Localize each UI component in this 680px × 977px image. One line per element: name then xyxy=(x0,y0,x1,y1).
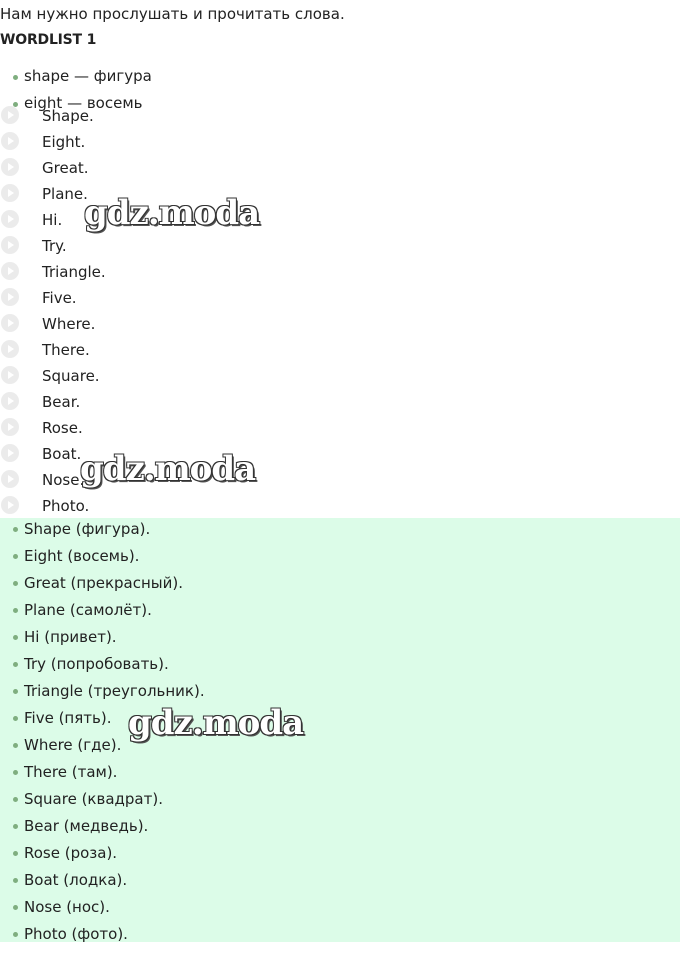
audio-word: Plane. xyxy=(42,185,88,203)
audio-item xyxy=(0,389,680,415)
play-icon[interactable] xyxy=(1,418,19,436)
bullet-icon xyxy=(13,905,18,910)
audio-word: Square. xyxy=(42,367,100,385)
audio-word: Great. xyxy=(42,159,89,177)
translation-text: Eight (восемь). xyxy=(24,547,140,565)
translation-text: Nose (нос). xyxy=(24,898,110,916)
list-item xyxy=(0,734,680,761)
translation-text: Plane (самолёт). xyxy=(24,601,152,619)
audio-item xyxy=(0,129,680,155)
list-item xyxy=(0,572,680,599)
play-icon[interactable] xyxy=(1,470,19,488)
play-icon[interactable] xyxy=(1,132,19,150)
play-icon[interactable] xyxy=(1,340,19,358)
list-item-text: shape — фигура xyxy=(24,67,152,85)
bullet-icon xyxy=(13,554,18,559)
list-item xyxy=(0,680,680,707)
list-item xyxy=(0,66,680,93)
audio-item xyxy=(0,493,680,519)
list-item xyxy=(0,896,680,923)
list-item-text: eight — восемь xyxy=(24,94,143,112)
list-item xyxy=(0,923,680,950)
list-item xyxy=(0,788,680,815)
audio-word: Five. xyxy=(42,289,77,307)
audio-word: Rose. xyxy=(42,419,83,437)
list-item xyxy=(0,599,680,626)
bullet-icon xyxy=(13,662,18,667)
list-item xyxy=(0,815,680,842)
audio-word: Photo. xyxy=(42,497,90,515)
bullet-icon xyxy=(13,689,18,694)
audio-word: Where. xyxy=(42,315,96,333)
translation-text: Shape (фигура). xyxy=(24,520,151,538)
list-item xyxy=(0,707,680,734)
translation-text: Triangle (треугольник). xyxy=(24,682,205,700)
play-icon[interactable] xyxy=(1,444,19,462)
watermark: gdz.moda xyxy=(80,449,256,489)
translation-text: There (там). xyxy=(24,763,118,781)
audio-word: There. xyxy=(42,341,90,359)
translation-text: Bear (медведь). xyxy=(24,817,149,835)
bullet-icon xyxy=(13,716,18,721)
audio-item xyxy=(0,155,680,181)
audio-word: Hi. xyxy=(42,211,63,229)
play-icon[interactable] xyxy=(1,158,19,176)
audio-word: Bear. xyxy=(42,393,81,411)
audio-item xyxy=(0,337,680,363)
audio-item xyxy=(0,103,680,129)
translation-text: Where (где). xyxy=(24,736,122,754)
audio-word: Eight. xyxy=(42,133,86,151)
list-item xyxy=(0,761,680,788)
audio-word: Try. xyxy=(42,237,67,255)
translation-text: Boat (лодка). xyxy=(24,871,128,889)
bullet-icon xyxy=(13,770,18,775)
translation-text: Great (прекрасный). xyxy=(24,574,183,592)
translation-text: Photo (фото). xyxy=(24,925,128,943)
bullet-icon xyxy=(13,75,18,80)
bullet-icon xyxy=(13,581,18,586)
wordlist-preview xyxy=(0,66,680,112)
bullet-icon xyxy=(13,635,18,640)
play-icon[interactable] xyxy=(1,210,19,228)
play-icon[interactable] xyxy=(1,314,19,332)
audio-item xyxy=(0,415,680,441)
translation-text: Try (попробовать). xyxy=(24,655,169,673)
play-icon[interactable] xyxy=(1,288,19,306)
bullet-icon xyxy=(13,797,18,802)
play-icon[interactable] xyxy=(1,106,19,124)
audio-item xyxy=(0,311,680,337)
play-icon[interactable] xyxy=(1,236,19,254)
bullet-icon xyxy=(13,743,18,748)
translation-text: Rose (роза). xyxy=(24,844,118,862)
translation-text: Square (квадрат). xyxy=(24,790,163,808)
translation-text: Hi (привет). xyxy=(24,628,117,646)
intro-text: Нам нужно прослушать и прочитать слова. xyxy=(0,5,345,23)
play-icon[interactable] xyxy=(1,496,19,514)
audio-item xyxy=(0,233,680,259)
bullet-icon xyxy=(13,824,18,829)
wordlist-heading: WORDLIST 1 xyxy=(0,32,97,48)
list-item xyxy=(0,869,680,896)
audio-item xyxy=(0,285,680,311)
list-item xyxy=(0,545,680,572)
bullet-icon xyxy=(13,878,18,883)
watermark: gdz.moda xyxy=(84,193,260,233)
audio-word: Triangle. xyxy=(42,263,106,281)
play-icon[interactable] xyxy=(1,184,19,202)
answer-block xyxy=(0,518,680,942)
list-item xyxy=(0,653,680,680)
audio-word: Nose. xyxy=(42,471,85,489)
watermark: gdz.moda xyxy=(128,703,304,743)
translation-list xyxy=(0,518,680,950)
list-item xyxy=(0,842,680,869)
list-item xyxy=(0,626,680,653)
audio-item xyxy=(0,259,680,285)
play-icon[interactable] xyxy=(1,366,19,384)
audio-word: Boat. xyxy=(42,445,82,463)
list-item xyxy=(0,518,680,545)
translation-text: Five (пять). xyxy=(24,709,112,727)
bullet-icon xyxy=(13,851,18,856)
bullet-icon xyxy=(13,932,18,937)
bullet-icon xyxy=(13,527,18,532)
play-icon[interactable] xyxy=(1,262,19,280)
audio-item xyxy=(0,363,680,389)
audio-word: Shape. xyxy=(42,107,94,125)
bullet-icon xyxy=(13,608,18,613)
play-icon[interactable] xyxy=(1,392,19,410)
